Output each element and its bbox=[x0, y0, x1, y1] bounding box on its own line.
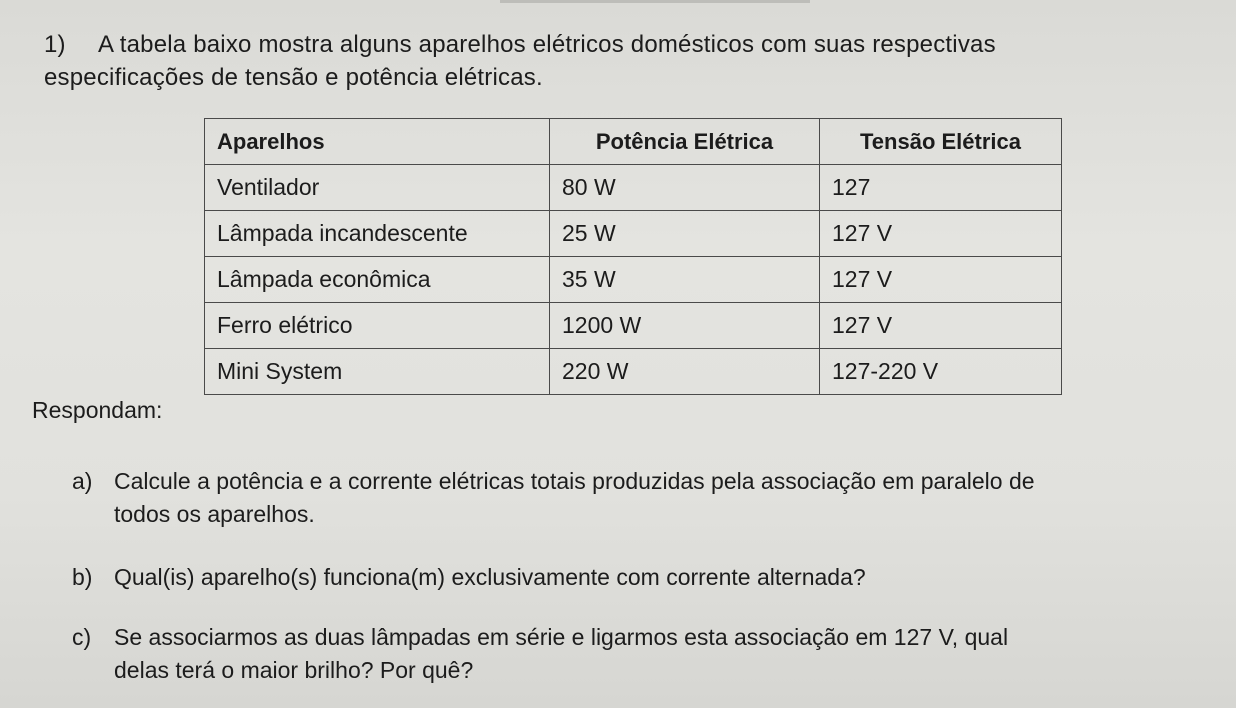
table-row bbox=[205, 257, 1062, 303]
table-row bbox=[205, 349, 1062, 395]
cell-voltage: 127-220 V bbox=[820, 349, 1062, 395]
item-text-line2: todos os aparelhos. bbox=[114, 501, 315, 527]
column-header-appliances: Aparelhos bbox=[205, 119, 550, 165]
cell-appliance: Lâmpada econômica bbox=[205, 257, 550, 303]
appliance-specs-table bbox=[204, 118, 1062, 395]
column-header-power: Potência Elétrica bbox=[550, 119, 820, 165]
table-row bbox=[205, 165, 1062, 211]
question-item-a bbox=[72, 465, 1222, 531]
table-header-row bbox=[205, 119, 1062, 165]
cell-appliance: Ventilador bbox=[205, 165, 550, 211]
question-item-b bbox=[72, 561, 1222, 594]
column-header-voltage: Tensão Elétrica bbox=[820, 119, 1062, 165]
question-number: 1) bbox=[44, 31, 66, 58]
item-letter: c) bbox=[72, 624, 92, 650]
cell-voltage: 127 V bbox=[820, 211, 1062, 257]
item-text-line2: delas terá o maior brilho? Por quê? bbox=[114, 657, 474, 683]
cell-voltage: 127 bbox=[820, 165, 1062, 211]
cell-power: 35 W bbox=[550, 257, 820, 303]
cell-power: 220 W bbox=[550, 349, 820, 395]
table-row bbox=[205, 303, 1062, 349]
cell-voltage: 127 V bbox=[820, 303, 1062, 349]
top-divider bbox=[500, 0, 810, 3]
item-text-line1: Calcule a potência e a corrente elétricas totais produzidas pela associação em paralelo de bbox=[114, 468, 1035, 494]
cell-appliance: Ferro elétrico bbox=[205, 303, 550, 349]
item-text-line1: Qual(is) aparelho(s) funciona(m) exclusivamente com corrente alternada? bbox=[114, 564, 866, 590]
cell-power: 25 W bbox=[550, 211, 820, 257]
cell-appliance: Mini System bbox=[205, 349, 550, 395]
item-text-line1: Se associarmos as duas lâmpadas em série e ligarmos esta associação em 127 V, qual bbox=[114, 624, 1009, 650]
cell-appliance: Lâmpada incandescente bbox=[205, 211, 550, 257]
cell-voltage: 127 V bbox=[820, 257, 1062, 303]
table-row bbox=[205, 211, 1062, 257]
question-intro-text1: A tabela baixo mostra alguns aparelhos elétricos domésticos com suas respectivas bbox=[98, 31, 996, 58]
item-letter: b) bbox=[72, 564, 93, 590]
item-letter: a) bbox=[72, 468, 93, 494]
question-intro-line1 bbox=[44, 28, 1214, 62]
question-item-c bbox=[72, 621, 1222, 687]
respond-label: Respondam: bbox=[32, 397, 163, 423]
question-intro-line2: especificações de tensão e potência elétricas. bbox=[44, 64, 543, 91]
cell-power: 80 W bbox=[550, 165, 820, 211]
cell-power: 1200 W bbox=[550, 303, 820, 349]
